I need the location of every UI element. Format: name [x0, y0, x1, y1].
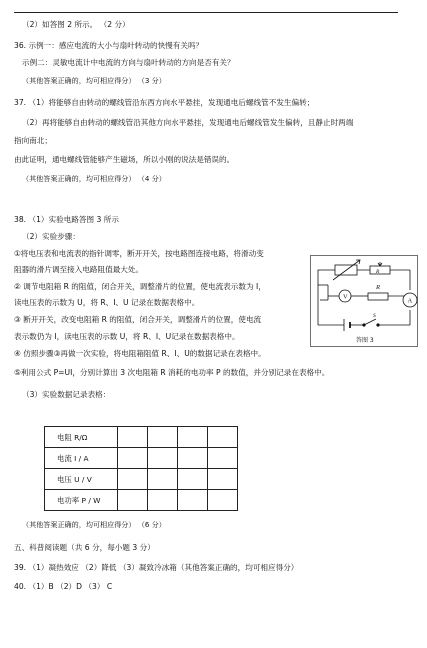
answer-38-1: 38. （1）实验电路答图 3 所示: [14, 215, 119, 224]
data-record-table: [44, 426, 238, 511]
header-rule: [14, 12, 398, 13]
table-row: [45, 448, 238, 469]
resistor-rx-label: R: [376, 269, 380, 275]
switch-label: S: [373, 313, 376, 319]
answer-38-note: （其他答案正确的，均可相应得分） （6 分）: [22, 520, 166, 529]
section-five-heading: 五、科普阅读题（共 6 分，每小题 3 分）: [14, 543, 155, 552]
answer-38-step5: ⑤利用公式 P=UI，分别计算出 3 次电阻箱 R 消耗的电功率 P 的数值，并分别记录在表格中。: [14, 368, 330, 377]
figure-caption: 答图 3: [356, 337, 374, 344]
answer-35-2: （2）如答图 2 所示。 （2 分）: [22, 20, 130, 29]
row-header: 电流 I / A: [45, 448, 118, 469]
answer-38-step3-cont: 表示数仍为 I，读电压表的示数 U，将 R、I、U记录在数据表格中。: [14, 332, 240, 341]
answer-38-step2: ② 调节电阻箱 R 的阻值，闭合开关，调整滑片的位置，使电流表示数为 I，: [14, 282, 266, 291]
answer-38-step1: ①将电压表和电流表的指针调零，断开开关，按电路图连接电路，将滑动变: [14, 249, 264, 258]
answer-37-2: （2）再将能够自由转动的螺线管沿其他方向水平悬挂，发现通电后螺线管发生偏转，且静止时两端: [22, 118, 354, 127]
answer-38-step4: ④ 仿照步骤③再做一次实验，将电阻箱阻值 R、I、U的数据记录在表格中。: [14, 349, 266, 358]
answer-38-2-heading: （2）实验步骤：: [22, 232, 80, 241]
answer-36-example1: 36. 示例一：感应电流的大小与扇叶转动的快慢有关吗？: [14, 41, 204, 50]
answer-40: 40. （1）B （2）D （3） C: [14, 582, 113, 591]
table-row: [45, 490, 238, 511]
circuit-diagram: [310, 255, 418, 347]
answer-38-step1-cont: 阻器的滑片调至接入电路阻值最大处。: [14, 265, 144, 274]
answer-38-3: （3）实验数据记录表格：: [22, 390, 111, 399]
row-header: 电功率 P / W: [45, 490, 118, 511]
resistor-r0-label: R: [376, 284, 380, 291]
answer-37-note: （其他答案正确的，均可相应得分） （4 分）: [22, 174, 166, 183]
voltmeter-label: V: [343, 293, 348, 301]
answer-37-2-cont: 指向南北；: [14, 136, 52, 145]
table-row: [45, 469, 238, 490]
answer-38-step3: ③ 断开开关，改变电阻箱 R 的阻值，闭合开关，调整滑片的位置，使电流: [14, 315, 262, 324]
answer-36-example2: 示例二：灵敏电流计中电流的方向与扇叶转动的方向是否有关？: [22, 58, 235, 67]
answer-37-conclusion: 由此证明，通电螺线管能够产生磁场，所以小刚的说法是错误的。: [14, 155, 235, 164]
row-header: 电压 U / V: [45, 469, 118, 490]
row-header: 电阻 R/Ω: [45, 427, 118, 448]
ammeter-label: A: [407, 297, 413, 305]
answer-38-step2-cont: 读电压表的示数为 U，将 R、I、U 记录在数据表格中。: [14, 298, 200, 307]
answer-36-note: （其他答案正确的，均可相应得分） （3 分）: [22, 76, 166, 85]
answer-37-1: 37. （1）将能够自由转动的螺线管沿东西方向水平悬挂，发现通电后螺线管不发生偏转；: [14, 98, 315, 107]
answer-39: 39. （1）凝热效应 （2）降低 （3）凝致冷冰箱（其他答案正确的，均可相应得分）: [14, 563, 299, 572]
table-row: [45, 427, 238, 448]
